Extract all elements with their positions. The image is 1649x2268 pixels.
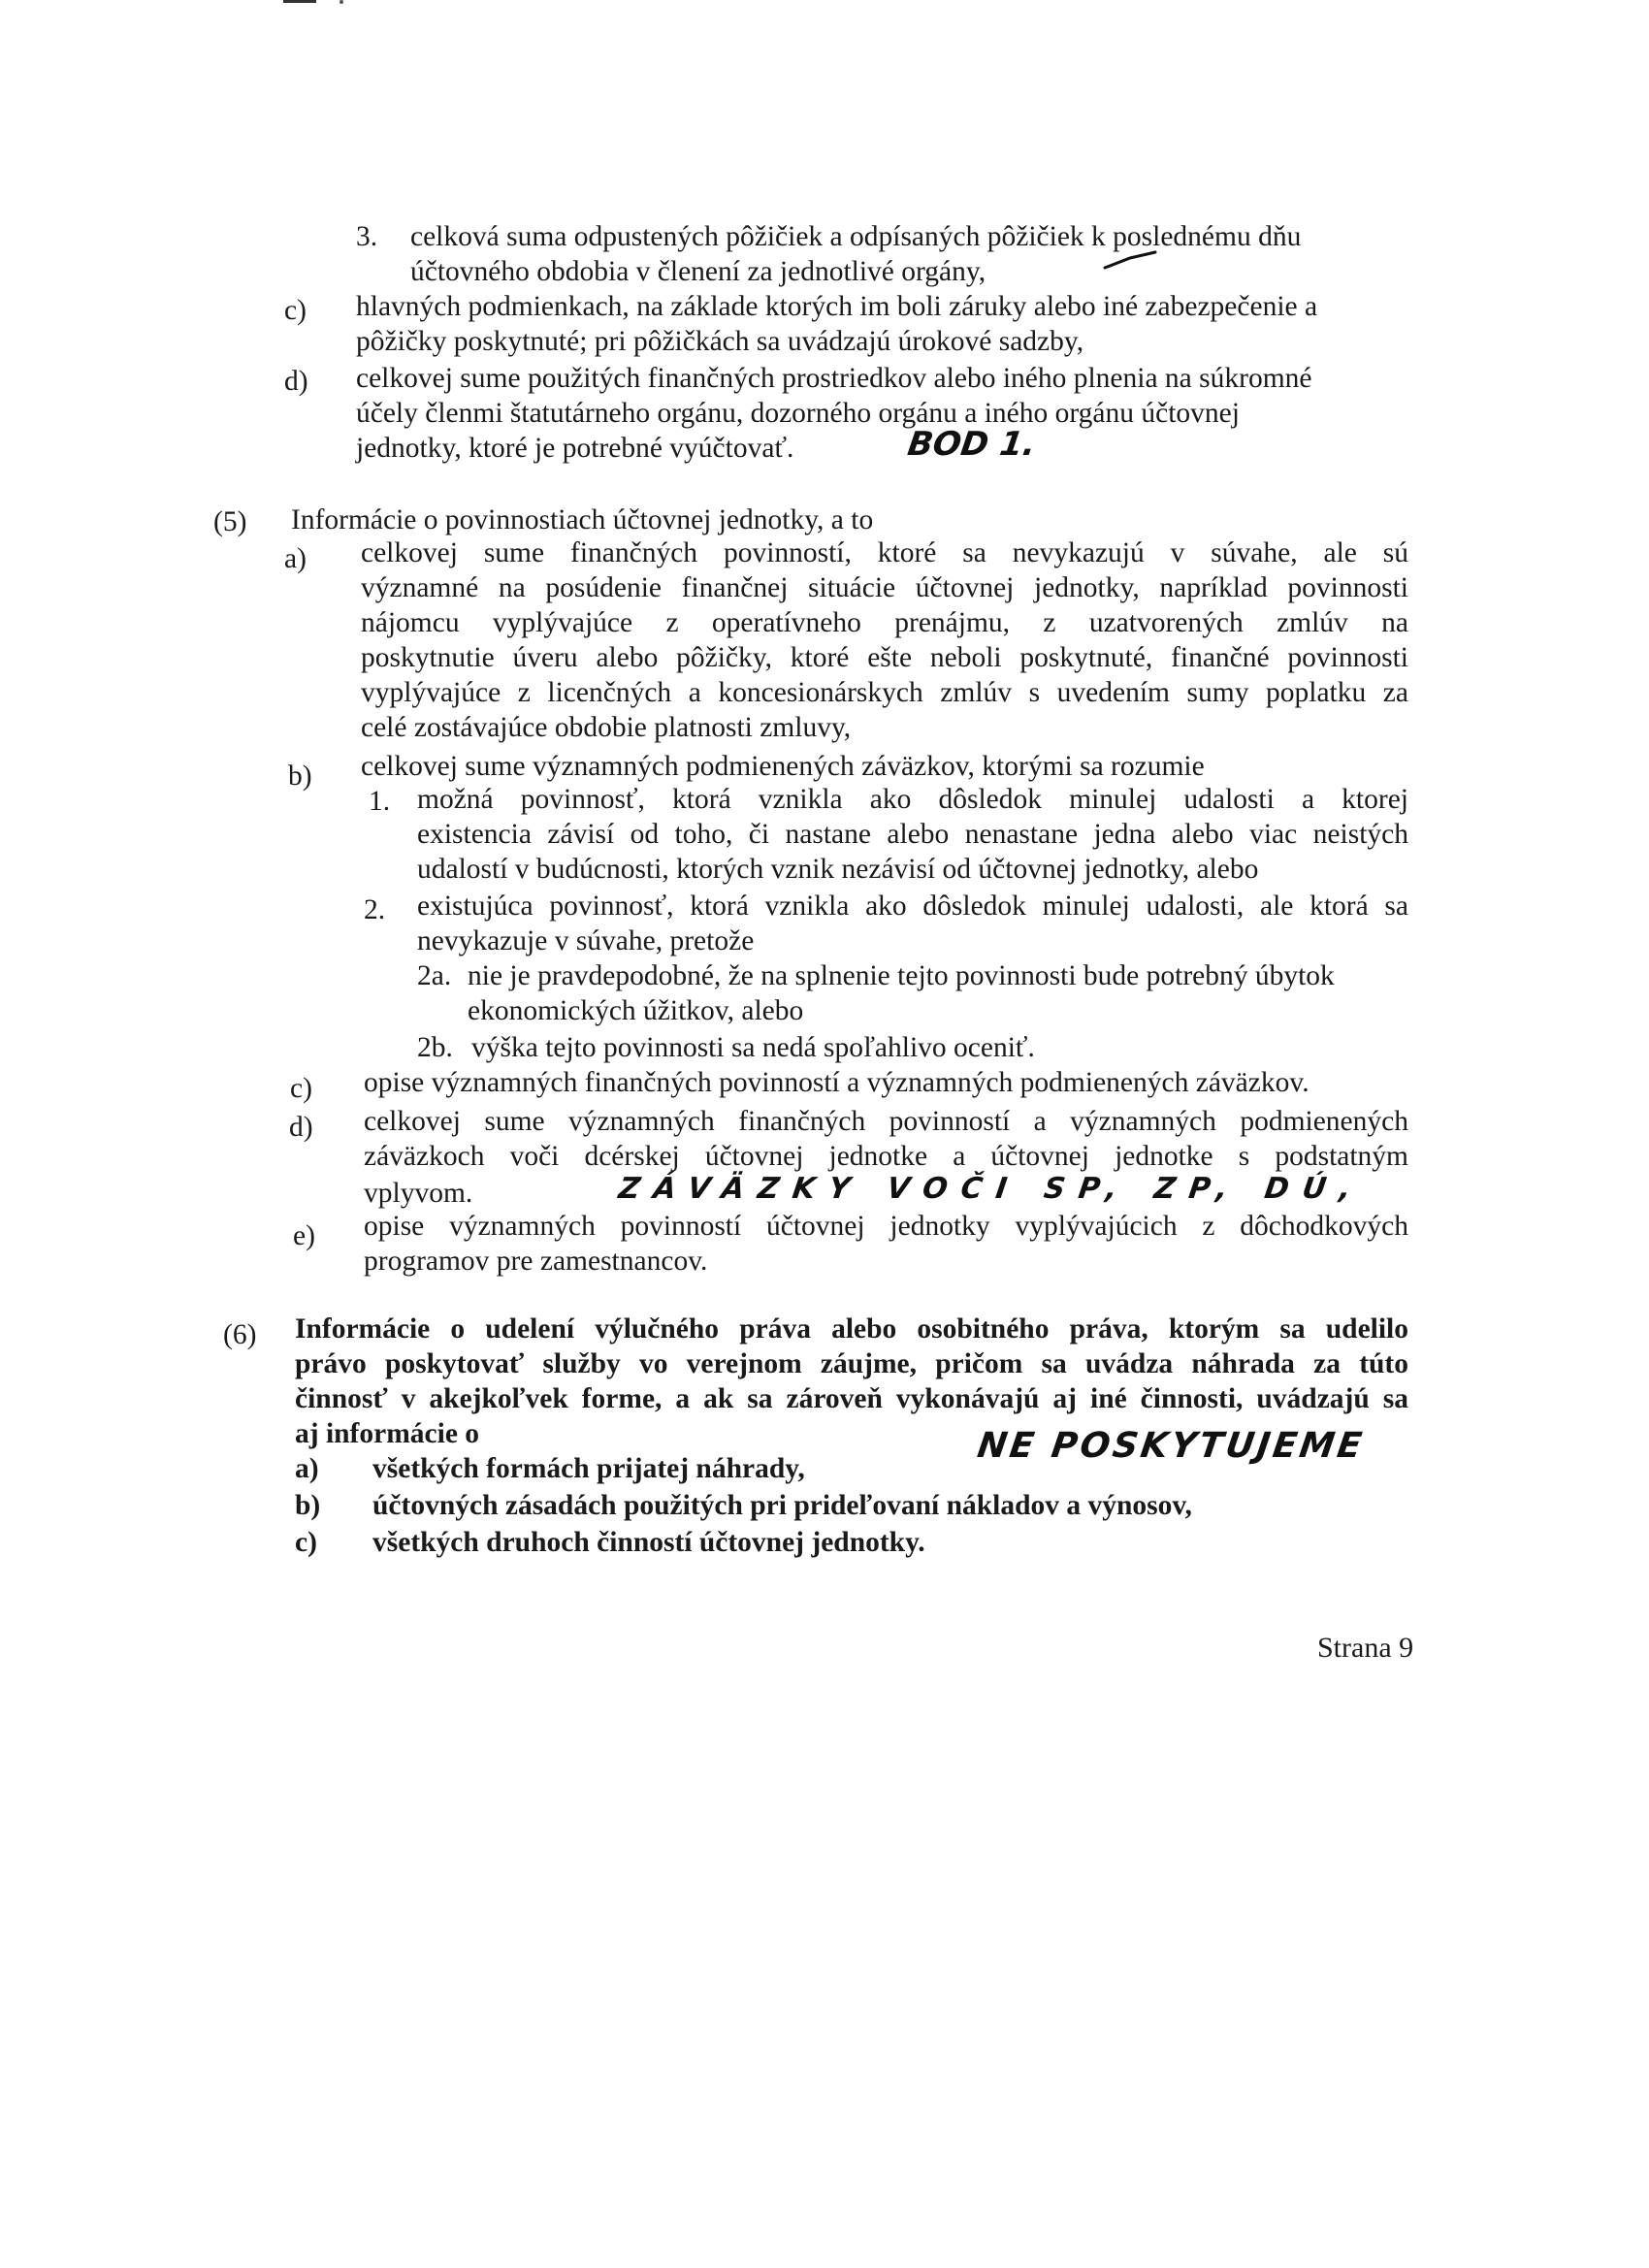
item-5d-label: d) <box>289 1112 313 1143</box>
item-5a-label: a) <box>284 543 307 574</box>
item-5b2b-text: výška tejto povinnosti sa nedá spoľahlivo oceniť. <box>471 1032 1035 1063</box>
item-c-line-2: pôžičky poskytnuté; pri pôžičkách sa uvádzajú úrokové sadzby, <box>356 326 1084 357</box>
item-5e-line-2: programov pre zamestnancov. <box>364 1246 708 1277</box>
checkmark-icon <box>1101 250 1159 272</box>
item-5a-line-2: významné na posúdenie finančnej situácie účtovnej jednotky, napríklad povinnosti <box>361 572 1408 603</box>
item-5d-line-1: celkovej sume významných finančných povinností a významných podmienených <box>364 1106 1408 1137</box>
item-5b2a-line-2: ekonomických úžitkov, alebo <box>468 995 804 1026</box>
item-5b1-line-2: existencia závisí od toho, či nastane alebo nenastane jedna alebo viac neistých <box>417 819 1408 850</box>
section-5-heading: Informácie o povinnostiach účtovnej jednotky, a to <box>291 504 874 535</box>
item-6a-label: a) <box>295 1453 319 1484</box>
item-c-line-1: hlavných podmienkach, na základe ktorých im boli záruky alebo iné zabezpečenie a <box>356 291 1318 322</box>
scan-artifact-mark <box>283 0 316 3</box>
item-5e-label: e) <box>293 1220 315 1251</box>
item-5a-line-3: nájomcu vyplývajúce z operatívneho prenájmu, z uzatvorených zmlúv na <box>361 607 1408 638</box>
scan-artifact-dot <box>340 0 343 4</box>
item-6c-label: c) <box>295 1527 317 1558</box>
item-3-line-2: účtovného obdobia v členení za jednotlivé orgány, <box>410 256 986 287</box>
item-5b2-line-2: nevykazuje v súvahe, pretože <box>417 925 755 956</box>
section-6-line-1: Informácie o udelení výlučného práva alebo osobitného práva, ktorým sa udelilo <box>295 1313 1408 1345</box>
item-6a-text: všetkých formách prijatej náhrady, <box>372 1453 805 1484</box>
item-5c-label: c) <box>290 1073 312 1104</box>
handwritten-note-zavazky: ZÁVÄZKY VOČI SP, ZP, DÚ, <box>616 1172 1367 1206</box>
item-5d-line-3: vplyvom. <box>364 1178 473 1209</box>
item-5b-label: b) <box>288 761 312 792</box>
item-d-line-3: jednotky, ktoré je potrebné vyúčtovať. <box>356 433 794 464</box>
item-5b2a-line-1: nie je pravdepodobné, že na splnenie tejto povinnosti bude potrebný úbytok <box>468 960 1335 991</box>
item-6b-label: b) <box>295 1490 321 1521</box>
item-5b2-number: 2. <box>364 894 386 925</box>
item-3-line-1: celková suma odpustených pôžičiek a odpísaných pôžičiek k poslednému dňu <box>410 221 1302 252</box>
item-5b2-line-1: existujúca povinnosť, ktorá vznikla ako dôsledok minulej udalosti, ale ktorá sa <box>417 891 1408 922</box>
item-6c-text: všetkých druhoch činností účtovnej jednotky. <box>372 1527 925 1558</box>
item-d-label: d) <box>284 366 308 397</box>
item-5a-line-5: vyplývajúce z licenčných a koncesionárskych zmlúv s uvedením sumy poplatku za <box>361 677 1408 708</box>
section-6-number: (6) <box>223 1319 257 1350</box>
item-5b-intro: celkovej sume významných podmienených záväzkov, ktorými sa rozumie <box>361 751 1205 782</box>
item-d-line-2: účely členmi štatutárneho orgánu, dozorného orgánu a iného orgánu účtovnej <box>356 398 1240 429</box>
item-5b1-line-1: možná povinnosť, ktorá vznikla ako dôsledok minulej udalosti a ktorej <box>417 784 1408 815</box>
section-6-line-3: činnosť v akejkoľvek forme, a ak sa zároveň vykonávajú aj iné činnosti, uvádzajú sa <box>295 1383 1408 1414</box>
item-5c-text: opise významných finančných povinností a významných podmienených záväzkov. <box>364 1067 1310 1098</box>
section-6-line-2: právo poskytovať služby vo verejnom záujme, pričom sa uvádza náhrada za túto <box>295 1348 1408 1379</box>
item-5d-line-2: záväzkoch voči dcérskej účtovnej jednotke a účtovnej jednotke s podstatným <box>364 1141 1408 1172</box>
item-5b1-line-3: udalostí v budúcnosti, ktorých vznik nezávisí od účtovnej jednotky, alebo <box>417 854 1259 885</box>
item-3-number: 3. <box>356 221 378 252</box>
item-5a-line-1: celkovej sume finančných povinností, ktoré sa nevykazujú v súvahe, ale sú <box>361 537 1408 568</box>
item-5b1-number: 1. <box>369 786 391 817</box>
item-5b2b-number: 2b. <box>417 1032 453 1063</box>
item-5b2a-number: 2a. <box>417 960 452 991</box>
handwritten-note-bod: BOD 1. <box>905 425 1039 464</box>
section-5-number: (5) <box>213 506 247 537</box>
item-5a-line-6: celé zostávajúce obdobie platnosti zmluvy, <box>361 712 852 743</box>
handwritten-note-ne-poskytujeme: NE POSKYTUJEME <box>975 1426 1368 1466</box>
item-d-line-1: celkovej sume použitých finančných prostriedkov alebo iného plnenia na súkromné <box>356 363 1312 394</box>
section-6-line-4: aj informácie o <box>295 1418 480 1449</box>
item-5e-line-1: opise významných povinností účtovnej jednotky vyplývajúcich z dôchodkových <box>364 1211 1408 1242</box>
item-c-label: c) <box>284 295 307 326</box>
page-number: Strana 9 <box>1317 1632 1414 1664</box>
item-5a-line-4: poskytnutie úveru alebo pôžičky, ktoré ešte neboli poskytnuté, finančné povinnosti <box>361 642 1408 673</box>
item-6b-text: účtovných zásadách použitých pri prideľovaní nákladov a výnosov, <box>372 1490 1192 1521</box>
